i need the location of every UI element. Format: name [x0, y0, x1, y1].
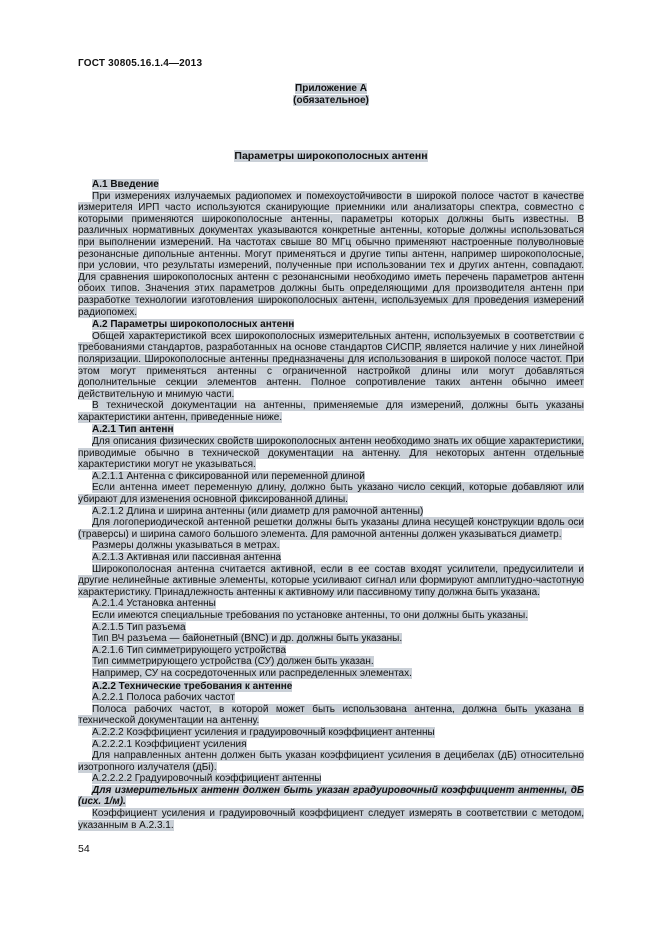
- document-body: [78, 179, 584, 831]
- paragraph: [78, 610, 584, 622]
- paragraph: [78, 808, 584, 831]
- highlighted-text: А.2.1 Тип антенн: [92, 424, 174, 436]
- standard-number: ГОСТ 30805.16.1.4—2013: [78, 58, 203, 69]
- highlighted-text: Полоса рабочих частот, в которой может быть использована антенна, должна быть указана в технической документации на антенну.: [78, 703, 584, 727]
- highlighted-text: В технической документации на антенны, применяемые для измерений, должны быть указаны характеристики антенн, приведенные ниже.: [78, 400, 584, 423]
- highlighted-text: Для измерительных антенн должен быть указан градуировочный коэффициент антенны, дБ (исх. 1/м).: [78, 784, 584, 808]
- document-title: Параметры широкополосных антенн: [234, 150, 428, 162]
- highlighted-text: Общей характеристикой всех широкополосных измерительных антенн, используемых в соответствии с требованиями стандартов, разработанных на основе стандартов СИСПР, является наличие у них линейной поляризации. Широкополосные антенны предназначены для использования в широкой полосе частот. При этом могут применяться антенны с ограниченной настройкой длины или могут добавляться дополнительные секции элементов антенн. Полное сопротивление таких антенн обычно имеет действительную и мнимую части.: [78, 330, 584, 400]
- annex-label: Приложение А: [295, 83, 367, 94]
- highlighted-text: Тип ВЧ разъема — байонетный (BNC) и др. должны быть указаны.: [92, 633, 403, 645]
- highlighted-text: А.2.2.2.1 Коэффициент усиления: [92, 738, 247, 750]
- highlighted-text: Размеры должны указываться в метрах.: [92, 540, 280, 552]
- paragraph: [78, 645, 584, 657]
- highlighted-text: Если имеются специальные требования по установке антенны, то они должны быть указаны.: [92, 609, 529, 621]
- highlighted-text: Для описания физических свойств широкополосных антенн необходимо знать их общие характеристики, приводимые обычно в технической документации на антенну. Для некоторых антенн отдельные характеристики могут не указываться.: [78, 436, 584, 471]
- paragraph: [78, 191, 584, 319]
- highlighted-text: А.2 Параметры широкополосных антенн: [92, 319, 295, 331]
- section-heading: [78, 319, 584, 331]
- highlighted-text: А.2.1.2 Длина и ширина антенны (или диаметр для рамочной антенны): [92, 505, 424, 517]
- highlighted-text: А.2.1.4 Установка антенны: [92, 598, 216, 610]
- highlighted-text: Например, СУ на сосредоточенных или распределенных элементах.: [92, 667, 412, 679]
- section-heading: [78, 681, 584, 693]
- highlighted-text: А.2.2.1 Полоса рабочих частот: [92, 692, 235, 704]
- paragraph: [78, 517, 584, 540]
- paragraph: [78, 436, 584, 471]
- paragraph: [78, 656, 584, 668]
- highlighted-text: Широкополосная антенна считается активной, если в ее состав входят усилители, предусилители и другие нелинейные активные элементы, которые усиливают сигнал или формируют амплитудно-частотную характеристику. Принадлежность антенны к активному или пассивному типу должна быть указана.: [78, 563, 584, 598]
- highlighted-text: А.2.2 Технические требования к антенне: [92, 680, 293, 692]
- paragraph: [78, 704, 584, 727]
- paragraph: [78, 622, 584, 634]
- paragraph: [78, 692, 584, 704]
- paragraph: [78, 785, 584, 808]
- section-heading: [78, 424, 584, 436]
- paragraph: [78, 750, 584, 773]
- paragraph: [78, 400, 584, 423]
- paragraph: [78, 471, 584, 483]
- paragraph: [78, 540, 584, 552]
- highlighted-text: При измерениях излучаемых радиопомех и помехоустойчивости в широкой полосе частот в качестве измерителя ИРП часто используются сканирующие приемники или анализаторы спектра, совместно с которыми применяются широкополосные антенны, параметры которых должны быть известны. В различных нормативных документах указываются конкретные антенны, которые должны использоваться при выполнении измерений. На частотах свыше 80 МГц обычно применяют настроенные полуволновые резонансные дипольные антенны. Могут применяться и другие типы антенн, например широкополосные, при условии, что результаты измерений, полученные при использовании тех и других антенн, совпадают. Для сравнения широкополосных антенн с резонансными необходимо иметь перечень параметров антенн обоих типов. Значения этих параметров должны быть определяющими для производителя антенн при разработке технологии изготовления широкополосных антенн, используемых для проведения измерений радиопомех.: [78, 190, 584, 318]
- highlighted-text: Тип симметрирующего устройства (СУ) должен быть указан.: [92, 656, 374, 668]
- highlighted-text: А.2.2.2 Коэффициент усиления и градуировочный коэффициент антенны: [92, 726, 435, 738]
- paragraph: [78, 727, 584, 739]
- paragraph: [78, 552, 584, 564]
- highlighted-text: Для логопериодической антенной решетки должны быть указаны длина несущей конструкции вдоль оси (траверсы) и ширина самого большого элемента. Для рамочной антенны должен указываться диаметр.: [78, 517, 584, 540]
- paragraph: [78, 482, 584, 505]
- annex-type: (обязательное): [293, 94, 369, 106]
- highlighted-text: А.2.1.6 Тип симметрирующего устройства: [92, 644, 287, 656]
- annex-header: [78, 83, 584, 106]
- highlighted-text: А.2.1.3 Активная или пассивная антенна: [92, 552, 282, 563]
- highlighted-text: А.1 Введение: [92, 179, 159, 190]
- section-heading: [78, 179, 584, 191]
- highlighted-text: Если антенна имеет переменную длину, должно быть указано число секций, которые добавляют или убирают для изменения основной фиксированной длины.: [78, 482, 584, 506]
- paragraph: [78, 739, 584, 751]
- paragraph: [78, 331, 584, 401]
- paragraph: [78, 506, 584, 518]
- highlighted-text: А.2.1.1 Антенна с фиксированной или переменной длиной: [92, 470, 365, 482]
- paragraph: [78, 564, 584, 599]
- paragraph: [78, 633, 584, 645]
- paragraph: [78, 773, 584, 785]
- paragraph: [78, 668, 584, 680]
- highlighted-text: Коэффициент усиления и градуировочный коэффициент следует измерять в соответствии с методом, указанным в А.2.3.1.: [78, 808, 584, 831]
- page-number: 54: [78, 843, 90, 855]
- highlighted-text: А.2.2.2.2 Градуировочный коэффициент антенны: [92, 773, 322, 785]
- paragraph: [78, 598, 584, 610]
- highlighted-text: Для направленных антенн должен быть указан коэффициент усиления в децибелах (дБ) относительно изотропного излучателя (дБi).: [78, 750, 584, 773]
- highlighted-text: А.2.1.5 Тип разъема: [92, 621, 186, 633]
